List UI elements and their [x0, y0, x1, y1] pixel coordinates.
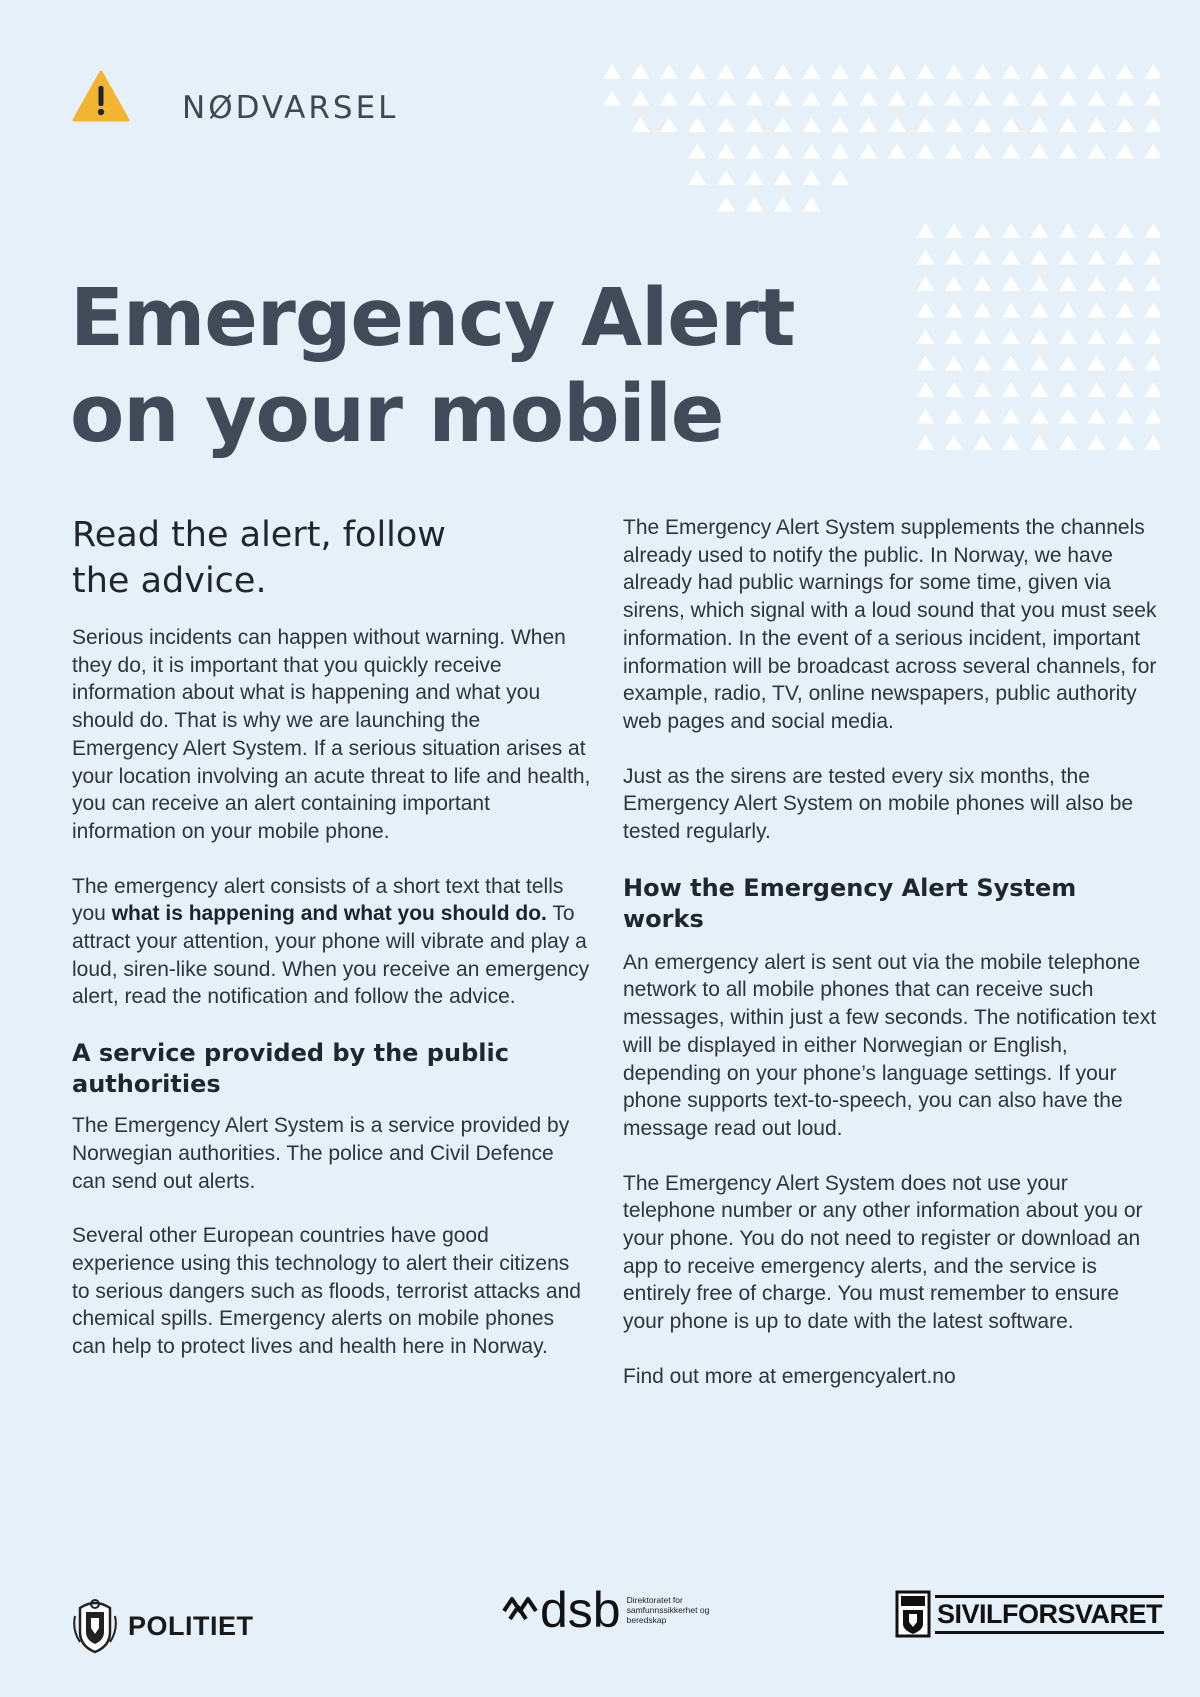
pattern-triangle [774, 64, 792, 79]
pattern-triangle [774, 170, 792, 185]
service-paragraph: The Emergency Alert System is a service provided by Norwegian authorities. The police and Civil Defence can send out alerts. [72, 1114, 570, 1193]
pattern-triangle [917, 382, 935, 397]
sivilforsvaret-wordmark: SIVILFORSVARET [935, 1595, 1164, 1634]
pattern-triangle [1059, 435, 1077, 450]
pattern-triangle [1059, 91, 1077, 106]
pattern-triangle [717, 170, 735, 185]
pattern-triangle [945, 117, 963, 132]
pattern-triangle [945, 250, 963, 265]
pattern-triangle [1059, 144, 1077, 159]
pattern-triangle [746, 64, 764, 79]
pattern-triangle [689, 64, 707, 79]
pattern-triangle [1088, 329, 1106, 344]
pattern-triangle [1116, 223, 1134, 238]
pattern-triangle [717, 117, 735, 132]
pattern-triangle [1088, 382, 1106, 397]
pattern-triangle [1059, 117, 1077, 132]
pattern-triangle [1031, 91, 1049, 106]
more-info-text: Find out more at emergencyalert.no [623, 1364, 956, 1388]
sivilforsvaret-crest-icon [895, 1590, 931, 1638]
how-it-works-heading: How the Emergency Alert System works [623, 873, 1077, 933]
pattern-triangle [1059, 223, 1077, 238]
pattern-triangle [1116, 303, 1134, 318]
pattern-triangle [974, 356, 992, 371]
pattern-triangle [1088, 117, 1106, 132]
politiet-wordmark: POLITIET [128, 1610, 254, 1641]
pattern-triangle [774, 197, 792, 212]
pattern-triangle [1002, 144, 1020, 159]
pattern-triangle [1116, 144, 1134, 159]
pattern-triangle [917, 276, 935, 291]
pattern-triangle [1059, 303, 1077, 318]
alert-content-paragraph [72, 873, 592, 1012]
pattern-triangle [860, 91, 878, 106]
pattern-triangle [888, 144, 906, 159]
pattern-triangle [1059, 382, 1077, 397]
pattern-triangle [1088, 435, 1106, 450]
pattern-triangle [1145, 64, 1161, 79]
pattern-triangle [746, 117, 764, 132]
pattern-triangle [1002, 91, 1020, 106]
pattern-triangle [1059, 64, 1077, 79]
pattern-triangle [1088, 91, 1106, 106]
pattern-triangle [1059, 329, 1077, 344]
pattern-triangle [689, 170, 707, 185]
pattern-triangle [774, 117, 792, 132]
how-it-works-paragraph: An emergency alert is sent out via the mobile telephone network to all mobile phones that can receive such messages, within just a few seconds. The notification text will be displayed in either Norwegian or English, depending on your phone’s language settings. If your phone supports text-to-speech, you can also have the message read out loud. [623, 950, 1157, 1140]
pattern-triangle [717, 91, 735, 106]
pattern-triangle [945, 276, 963, 291]
pattern-triangle [917, 250, 935, 265]
pattern-triangle [917, 223, 935, 238]
pattern-triangle [1002, 64, 1020, 79]
pattern-triangle [1145, 250, 1161, 265]
pattern-triangle [774, 91, 792, 106]
pattern-triangle [1031, 276, 1049, 291]
pattern-triangle [860, 117, 878, 132]
pattern-triangle [1088, 64, 1106, 79]
pattern-triangle [1116, 356, 1134, 371]
dsb-wordmark: dsb [540, 1582, 621, 1638]
pattern-triangle [803, 64, 821, 79]
pattern-triangle [974, 276, 992, 291]
pattern-triangle [917, 144, 935, 159]
pattern-triangle [945, 356, 963, 371]
pattern-triangle [1002, 223, 1020, 238]
pattern-triangle [717, 144, 735, 159]
pattern-triangle [1088, 276, 1106, 291]
police-crest-icon [72, 1598, 118, 1654]
pattern-triangle [860, 144, 878, 159]
pattern-triangle [945, 64, 963, 79]
pattern-triangle [945, 435, 963, 450]
kicker-label: NØDVARSEL [182, 90, 399, 126]
pattern-triangle [917, 409, 935, 424]
politiet-logo [72, 1598, 254, 1654]
pattern-triangle [974, 144, 992, 159]
pattern-triangle [860, 64, 878, 79]
pattern-triangle [1088, 356, 1106, 371]
pattern-triangle [1031, 223, 1049, 238]
pattern-triangle [1031, 409, 1049, 424]
pattern-triangle [689, 117, 707, 132]
page-title [70, 270, 795, 462]
pattern-triangle [1031, 144, 1049, 159]
pattern-triangle [917, 64, 935, 79]
pattern-triangle [974, 435, 992, 450]
pattern-triangle [803, 117, 821, 132]
pattern-triangle [660, 91, 678, 106]
pattern-triangle [1145, 435, 1161, 450]
pattern-triangle [974, 382, 992, 397]
alert-content-text-end: To attract your attention, your phone will vibrate and play a loud, siren-like sound. When you receive an emergency alert, read the notification and follow the advice. [72, 902, 590, 1009]
pattern-triangle [803, 144, 821, 159]
pattern-triangle [1002, 356, 1020, 371]
pattern-triangle [1145, 144, 1161, 159]
pattern-triangle [1088, 303, 1106, 318]
pattern-triangle [1059, 276, 1077, 291]
pattern-triangle [917, 435, 935, 450]
dsb-subtitle: Direktoratet for samfunnssikkerhet og beredskap [626, 1595, 710, 1625]
pattern-triangle [1002, 303, 1020, 318]
pattern-triangle [917, 329, 935, 344]
pattern-triangle [1116, 64, 1134, 79]
pattern-triangle [831, 170, 849, 185]
pattern-triangle [1088, 144, 1106, 159]
pattern-triangle [1031, 64, 1049, 79]
privacy-paragraph: The Emergency Alert System does not use your telephone number or any other information about you or your phone. You do not need to register or download an app to receive emergency alerts, and the service is entirely free of charge. You must remember to ensure your phone is up to date with the latest software. [623, 1171, 1143, 1334]
pattern-triangle [974, 303, 992, 318]
pattern-triangle [917, 91, 935, 106]
pattern-triangle [1116, 250, 1134, 265]
pattern-triangle [1059, 250, 1077, 265]
pattern-triangle [1002, 382, 1020, 397]
pattern-triangle [1145, 276, 1161, 291]
pattern-triangle [603, 64, 621, 79]
pattern-triangle [974, 91, 992, 106]
pattern-triangle [1031, 303, 1049, 318]
pattern-triangle [803, 197, 821, 212]
right-column [623, 514, 1163, 1418]
pattern-triangle [974, 329, 992, 344]
pattern-triangle [917, 303, 935, 318]
pattern-triangle [974, 250, 992, 265]
pattern-triangle [1145, 117, 1161, 132]
pattern-triangle [746, 197, 764, 212]
pattern-triangle [746, 144, 764, 159]
dsb-mark-icon [500, 1593, 540, 1627]
pattern-triangle [945, 91, 963, 106]
pattern-triangle [1059, 356, 1077, 371]
supplement-paragraph: The Emergency Alert System supplements the channels already used to notify the public. In Norway, we have already had public warnings for some time, given via sirens, which signal with a loud sound that you must seek information. In the event of a serious incident, important information will be broadcast across several channels, for example, radio, TV, online newspapers, public authority web pages and social media. [623, 516, 1157, 733]
service-heading: A service provided by the public authorities [72, 1039, 509, 1099]
pattern-triangle [1002, 409, 1020, 424]
pattern-triangle [689, 144, 707, 159]
warning-triangle-icon [72, 70, 130, 122]
pattern-triangle [1059, 409, 1077, 424]
pattern-triangle [1031, 435, 1049, 450]
pattern-triangle [689, 91, 707, 106]
pattern-triangle [974, 223, 992, 238]
pattern-triangle [831, 64, 849, 79]
pattern-triangle [660, 64, 678, 79]
pattern-triangle [632, 117, 650, 132]
pattern-triangle [1031, 329, 1049, 344]
subtitle-line-1: Read the alert, follow [72, 515, 446, 555]
pattern-triangle [746, 170, 764, 185]
pattern-triangle [1002, 117, 1020, 132]
pattern-triangle [1145, 356, 1161, 371]
pattern-triangle [945, 409, 963, 424]
pattern-triangle [632, 91, 650, 106]
pattern-triangle [1088, 223, 1106, 238]
pattern-triangle [888, 64, 906, 79]
pattern-triangle [1031, 382, 1049, 397]
pattern-triangle [746, 91, 764, 106]
pattern-triangle [1002, 435, 1020, 450]
pattern-triangle [831, 91, 849, 106]
pattern-triangle [1031, 356, 1049, 371]
pattern-triangle [945, 223, 963, 238]
title-line-1: Emergency Alert [70, 272, 795, 364]
alert-content-text-start: The emergency alert consists of a short text that tells you [72, 874, 564, 926]
pattern-triangle [974, 117, 992, 132]
pattern-triangle [1145, 303, 1161, 318]
alert-content-emphasis: what is happening and what you should do. [111, 902, 547, 926]
pattern-triangle [1145, 91, 1161, 106]
pattern-triangle [945, 329, 963, 344]
pattern-triangle [1002, 250, 1020, 265]
pattern-triangle [945, 144, 963, 159]
pattern-triangle [945, 303, 963, 318]
pattern-triangle [831, 144, 849, 159]
pattern-triangle [1031, 250, 1049, 265]
pattern-triangle [831, 117, 849, 132]
pattern-triangle [1031, 117, 1049, 132]
pattern-triangle [717, 64, 735, 79]
pattern-triangle [974, 409, 992, 424]
pattern-triangle [1145, 223, 1161, 238]
pattern-triangle [945, 382, 963, 397]
sivilforsvaret-logo [895, 1590, 1164, 1638]
pattern-triangle [888, 91, 906, 106]
pattern-triangle [803, 170, 821, 185]
pattern-triangle [1002, 276, 1020, 291]
testing-paragraph: Just as the sirens are tested every six months, the Emergency Alert System on mobile phones will also be tested regularly. [623, 764, 1134, 844]
title-line-2: on your mobile [70, 368, 724, 460]
subtitle-line-2: the advice. [72, 561, 267, 601]
pattern-triangle [1116, 409, 1134, 424]
dsb-logo [500, 1582, 717, 1638]
intro-paragraph: Serious incidents can happen without warning. When they do, it is important that you quickly receive information about what is happening and what you should do. That is why we are launching the Emergency Alert System. If a serious situation arises at your location involving an acute threat to life and health, you can receive an alert containing important information on your mobile phone. [72, 626, 591, 843]
pattern-triangle [1116, 382, 1134, 397]
pattern-triangle [1145, 409, 1161, 424]
pattern-triangle [1116, 117, 1134, 132]
pattern-triangle [660, 117, 678, 132]
europe-paragraph: Several other European countries have good experience using this technology to alert their citizens to serious dangers such as floods, terrorist attacks and chemical spills. Emergency alerts on mobile phones can help to protect lives and health here in Norway. [72, 1224, 581, 1359]
pattern-triangle [603, 91, 621, 106]
pattern-triangle [1002, 329, 1020, 344]
pattern-triangle [1116, 435, 1134, 450]
pattern-triangle [803, 91, 821, 106]
pattern-triangle [1116, 329, 1134, 344]
pattern-triangle [1145, 382, 1161, 397]
pattern-triangle [1116, 91, 1134, 106]
pattern-triangle [917, 356, 935, 371]
pattern-triangle [1116, 276, 1134, 291]
pattern-triangle [717, 197, 735, 212]
pattern-triangle [1145, 329, 1161, 344]
left-column [72, 512, 592, 1388]
pattern-triangle [1088, 409, 1106, 424]
pattern-triangle [774, 144, 792, 159]
pattern-triangle [888, 117, 906, 132]
pattern-triangle [974, 64, 992, 79]
subtitle [72, 512, 592, 604]
pattern-triangle [917, 117, 935, 132]
pattern-triangle [632, 64, 650, 79]
pattern-triangle [1088, 250, 1106, 265]
